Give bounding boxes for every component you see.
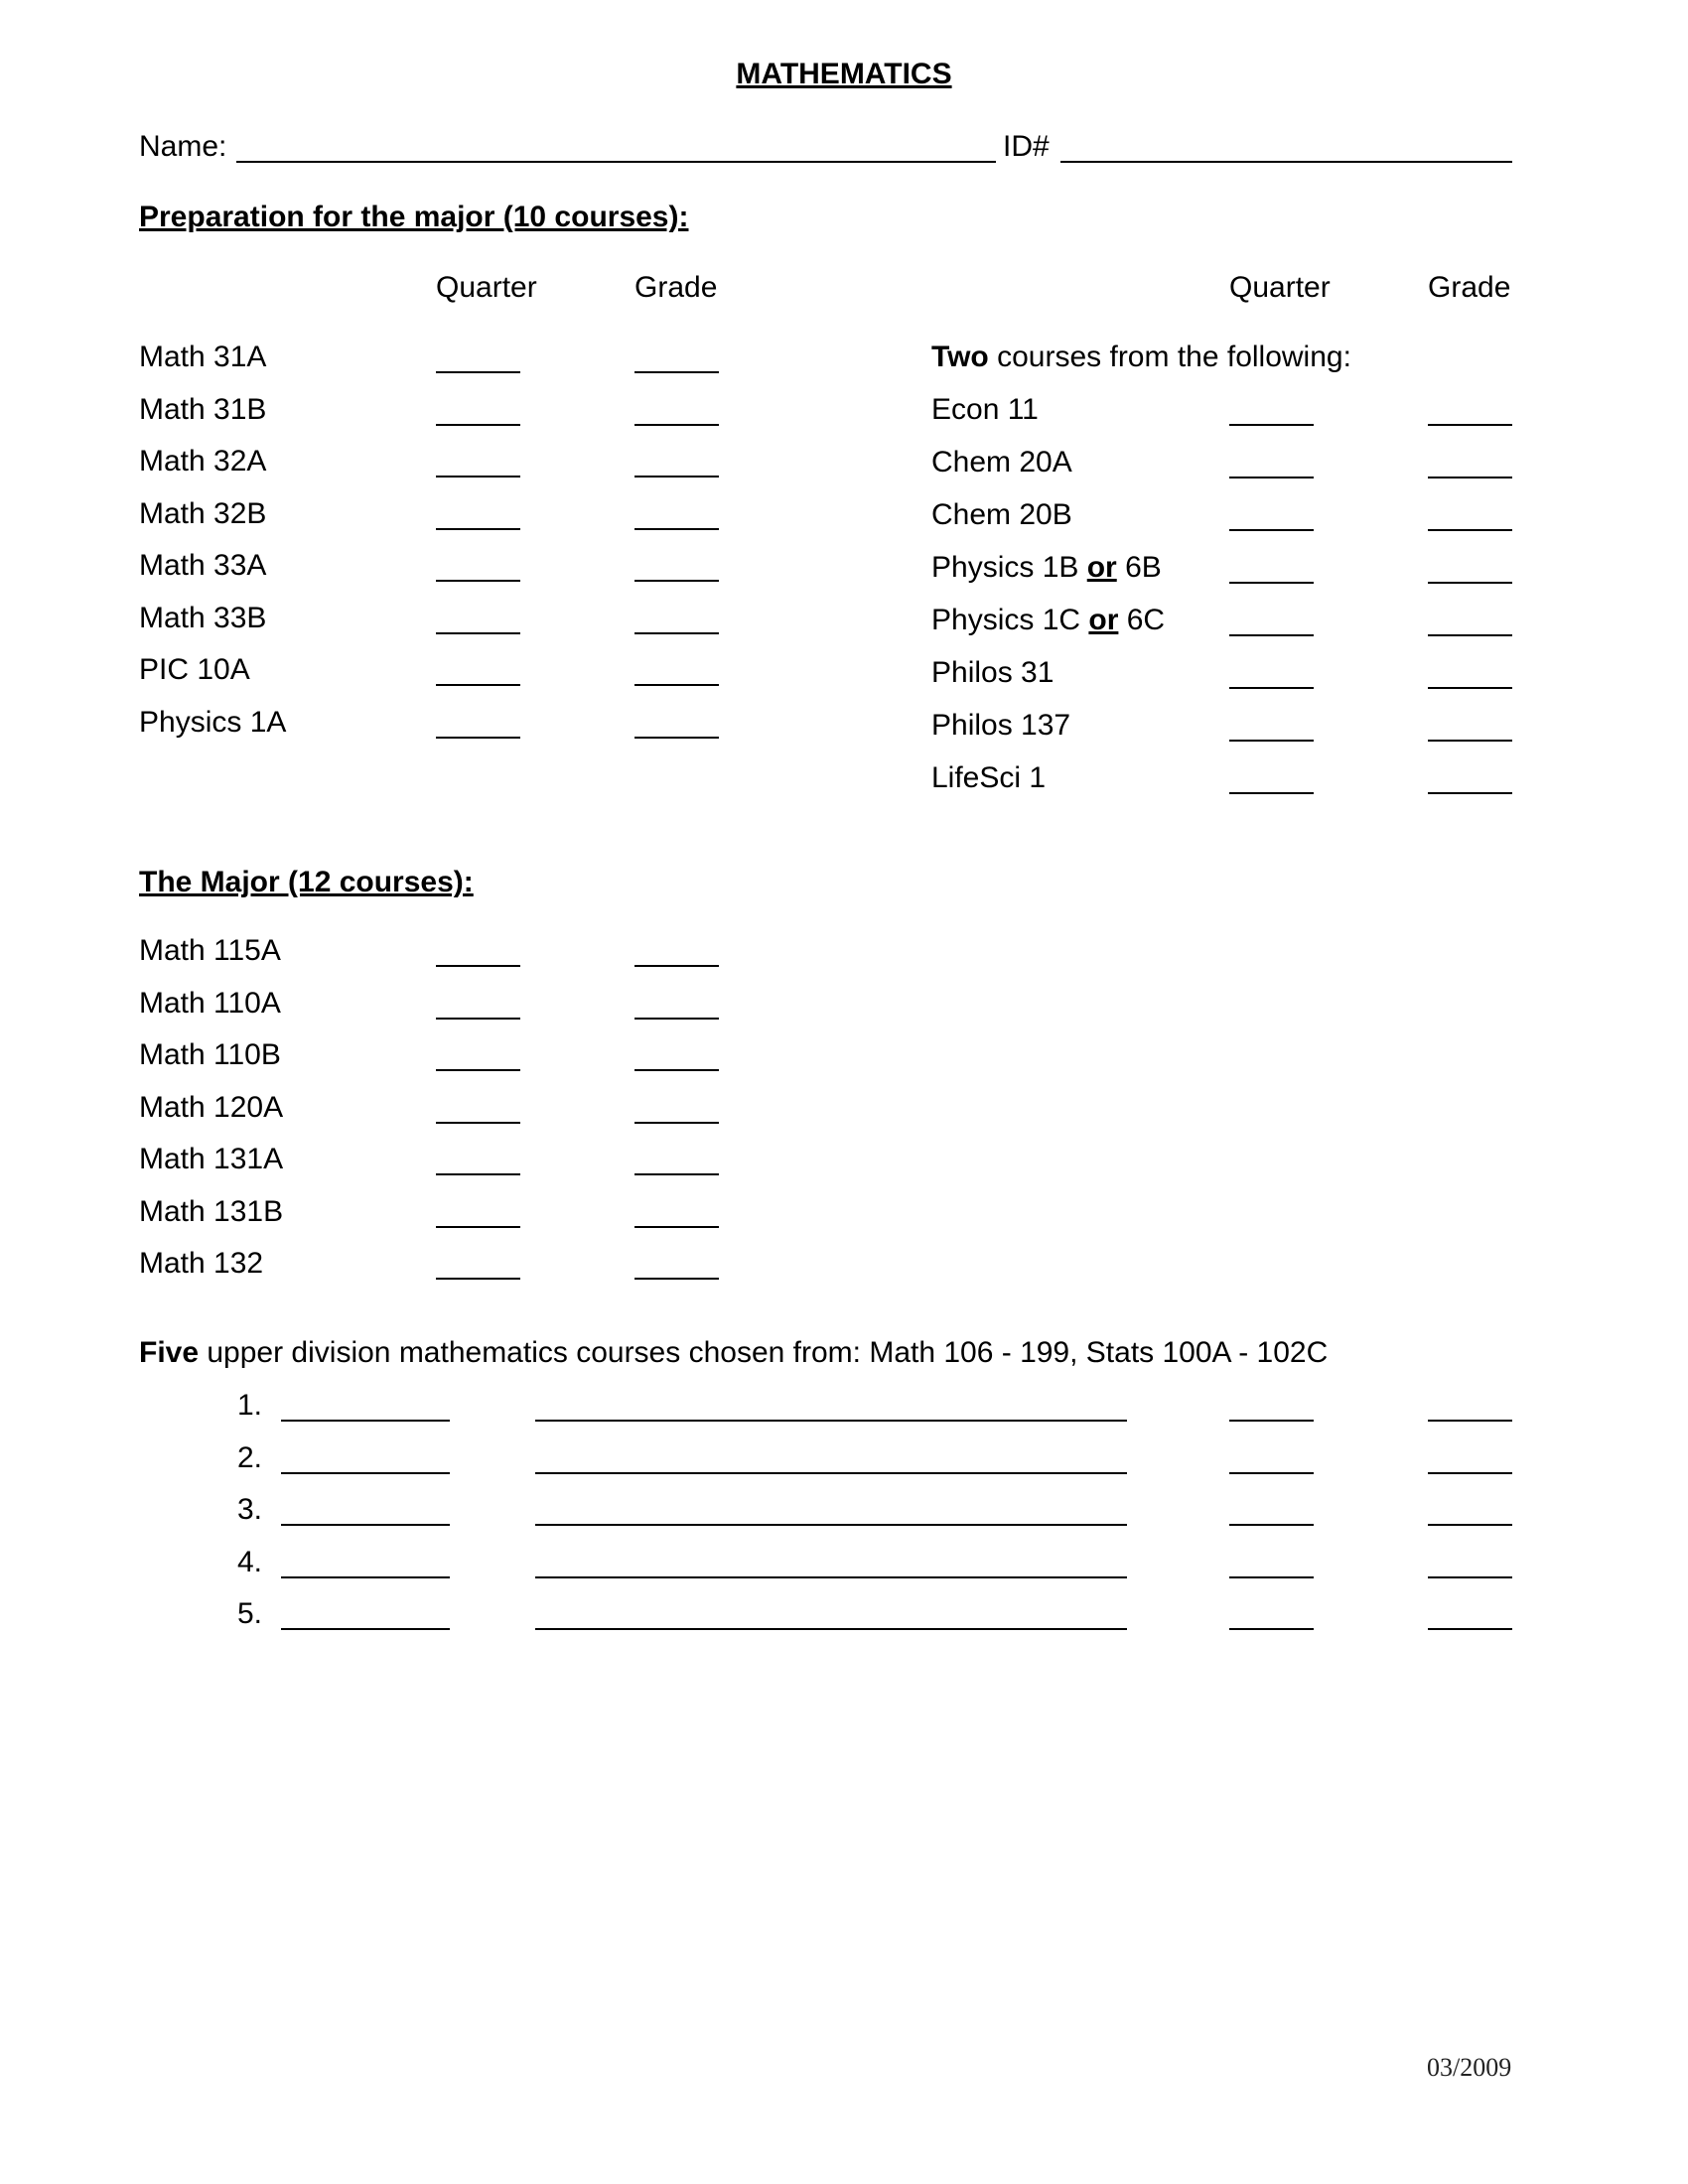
- elective-course-name: [931, 655, 1054, 691]
- grade-field[interactable]: [634, 684, 719, 686]
- quarter-field[interactable]: [1229, 424, 1314, 426]
- grade-field[interactable]: [1428, 687, 1512, 689]
- quarter-field[interactable]: [436, 965, 520, 967]
- grade-field[interactable]: [634, 1018, 719, 1020]
- grade-field[interactable]: [634, 1069, 719, 1071]
- grade-field[interactable]: [634, 632, 719, 634]
- grade-field[interactable]: [634, 476, 719, 478]
- major-course-name: Math 110A: [139, 986, 281, 1020]
- quarter-field[interactable]: [1229, 687, 1314, 689]
- quarter-field[interactable]: [1229, 1524, 1314, 1526]
- grade-field[interactable]: [634, 1173, 719, 1175]
- course-title-field[interactable]: [535, 1472, 1127, 1474]
- quarter-field[interactable]: [1229, 634, 1314, 636]
- quarter-header-left: Quarter: [436, 271, 537, 304]
- grade-field[interactable]: [634, 1122, 719, 1124]
- or-connector: or: [1086, 551, 1117, 584]
- grade-field[interactable]: [1428, 477, 1512, 478]
- course-number-field[interactable]: [281, 1420, 450, 1422]
- grade-field[interactable]: [634, 371, 719, 373]
- major-course-name: Math 110B: [139, 1038, 281, 1071]
- grade-field[interactable]: [1428, 582, 1512, 584]
- major-course-name: Math 131A: [139, 1143, 284, 1175]
- course-name: Math 33B: [139, 601, 267, 634]
- quarter-field[interactable]: [1229, 1420, 1314, 1422]
- quarter-header-right: Quarter: [1229, 271, 1331, 304]
- quarter-field[interactable]: [1229, 1576, 1314, 1578]
- major-heading: The Major (12 courses):: [139, 866, 474, 898]
- quarter-field[interactable]: [436, 632, 520, 634]
- major-course-name: Math 120A: [139, 1090, 284, 1124]
- course-name: Math 31B: [139, 392, 267, 426]
- name-field[interactable]: [236, 161, 996, 163]
- elective-course-name: [931, 603, 1165, 638]
- course-name: PIC 10A: [139, 653, 250, 686]
- elective-course-name: [931, 550, 1162, 586]
- quarter-field[interactable]: [1229, 582, 1314, 584]
- grade-field[interactable]: [1428, 529, 1512, 531]
- upper-intro-count: Five: [139, 1336, 200, 1369]
- course-number-field[interactable]: [281, 1628, 450, 1630]
- course-number-field[interactable]: [281, 1524, 450, 1526]
- elective-course-label: Econ 11: [931, 393, 1039, 426]
- elective-intro: [931, 340, 1351, 375]
- quarter-field[interactable]: [436, 424, 520, 426]
- quarter-field[interactable]: [436, 528, 520, 530]
- quarter-field[interactable]: [436, 476, 520, 478]
- quarter-field[interactable]: [436, 1173, 520, 1175]
- elective-course-name: [931, 497, 1072, 533]
- grade-field[interactable]: [1428, 792, 1512, 794]
- elective-course-label: LifeSci 1: [931, 761, 1047, 794]
- grade-field[interactable]: [1428, 740, 1512, 742]
- quarter-field[interactable]: [1229, 740, 1314, 742]
- major-course-name: Math 132: [139, 1247, 264, 1280]
- course-name: Math 33A: [139, 549, 267, 582]
- elective-course-label: Chem 20A: [931, 446, 1072, 478]
- course-name: Physics 1A: [139, 705, 287, 739]
- grade-field[interactable]: [1428, 1420, 1512, 1422]
- page-title: MATHEMATICS: [736, 58, 952, 90]
- elective-intro-text: courses from the following:: [988, 341, 1351, 373]
- elective-course-name: [931, 760, 1046, 796]
- revision-date: 03/2009: [1427, 2053, 1512, 2082]
- elective-course-label: Physics 1C: [931, 604, 1089, 636]
- row-number: 5.: [237, 1597, 263, 1630]
- quarter-field[interactable]: [436, 1018, 520, 1020]
- grade-field[interactable]: [1428, 634, 1512, 636]
- quarter-field[interactable]: [436, 1069, 520, 1071]
- grade-header-right: Grade: [1428, 271, 1511, 304]
- quarter-field[interactable]: [436, 737, 520, 739]
- grade-field[interactable]: [1428, 1472, 1512, 1474]
- course-name: Math 32A: [139, 445, 267, 478]
- id-field[interactable]: [1060, 161, 1512, 163]
- course-title-field[interactable]: [535, 1628, 1127, 1630]
- elective-course-alt: 6C: [1118, 604, 1166, 636]
- row-number: 4.: [237, 1545, 263, 1578]
- grade-field[interactable]: [634, 737, 719, 739]
- name-label: Name:: [139, 130, 227, 163]
- quarter-field[interactable]: [436, 1226, 520, 1228]
- grade-field[interactable]: [1428, 1576, 1512, 1578]
- elective-course-label: Philos 31: [931, 656, 1055, 689]
- elective-intro-count: Two: [931, 341, 989, 373]
- row-number: 2.: [237, 1440, 263, 1474]
- elective-course-name: [931, 445, 1072, 480]
- major-course-name: Math 131B: [139, 1194, 284, 1228]
- row-number: 3.: [237, 1493, 263, 1526]
- grade-field[interactable]: [634, 1226, 719, 1228]
- or-connector: or: [1088, 604, 1119, 636]
- grade-field[interactable]: [634, 580, 719, 582]
- course-name: Math 32B: [139, 496, 267, 530]
- quarter-field[interactable]: [436, 371, 520, 373]
- grade-field[interactable]: [1428, 1524, 1512, 1526]
- quarter-field[interactable]: [1229, 1628, 1314, 1630]
- prep-heading: Preparation for the major (10 courses):: [139, 201, 689, 233]
- quarter-field[interactable]: [436, 1278, 520, 1280]
- id-label: ID#: [1003, 130, 1050, 163]
- course-number-field[interactable]: [281, 1472, 450, 1474]
- course-title-field[interactable]: [535, 1524, 1127, 1526]
- course-title-field[interactable]: [535, 1576, 1127, 1578]
- grade-header-left: Grade: [634, 271, 718, 304]
- elective-course-alt: 6B: [1116, 551, 1162, 584]
- elective-course-name: [931, 708, 1070, 744]
- quarter-field[interactable]: [1229, 477, 1314, 478]
- grade-field[interactable]: [634, 1278, 719, 1280]
- grade-field[interactable]: [634, 424, 719, 426]
- quarter-field[interactable]: [436, 580, 520, 582]
- elective-course-name: [931, 392, 1039, 428]
- course-title-field[interactable]: [535, 1420, 1127, 1422]
- upper-intro: [139, 1335, 1328, 1371]
- quarter-field[interactable]: [436, 684, 520, 686]
- elective-course-label: Chem 20B: [931, 498, 1072, 531]
- course-name: Math 31A: [139, 341, 267, 373]
- quarter-field[interactable]: [1229, 792, 1314, 794]
- grade-field[interactable]: [634, 528, 719, 530]
- row-number: 1.: [237, 1389, 263, 1422]
- grade-field[interactable]: [634, 965, 719, 967]
- major-course-name: Math 115A: [139, 934, 281, 967]
- upper-intro-text: upper division mathematics courses chosen from: Math 106 - 199, Stats 100A - 102C: [199, 1336, 1329, 1369]
- course-number-field[interactable]: [281, 1576, 450, 1578]
- quarter-field[interactable]: [1229, 529, 1314, 531]
- quarter-field[interactable]: [436, 1122, 520, 1124]
- elective-course-label: Physics 1B: [931, 551, 1087, 584]
- elective-course-label: Philos 137: [931, 709, 1071, 742]
- grade-field[interactable]: [1428, 424, 1512, 426]
- quarter-field[interactable]: [1229, 1472, 1314, 1474]
- grade-field[interactable]: [1428, 1628, 1512, 1630]
